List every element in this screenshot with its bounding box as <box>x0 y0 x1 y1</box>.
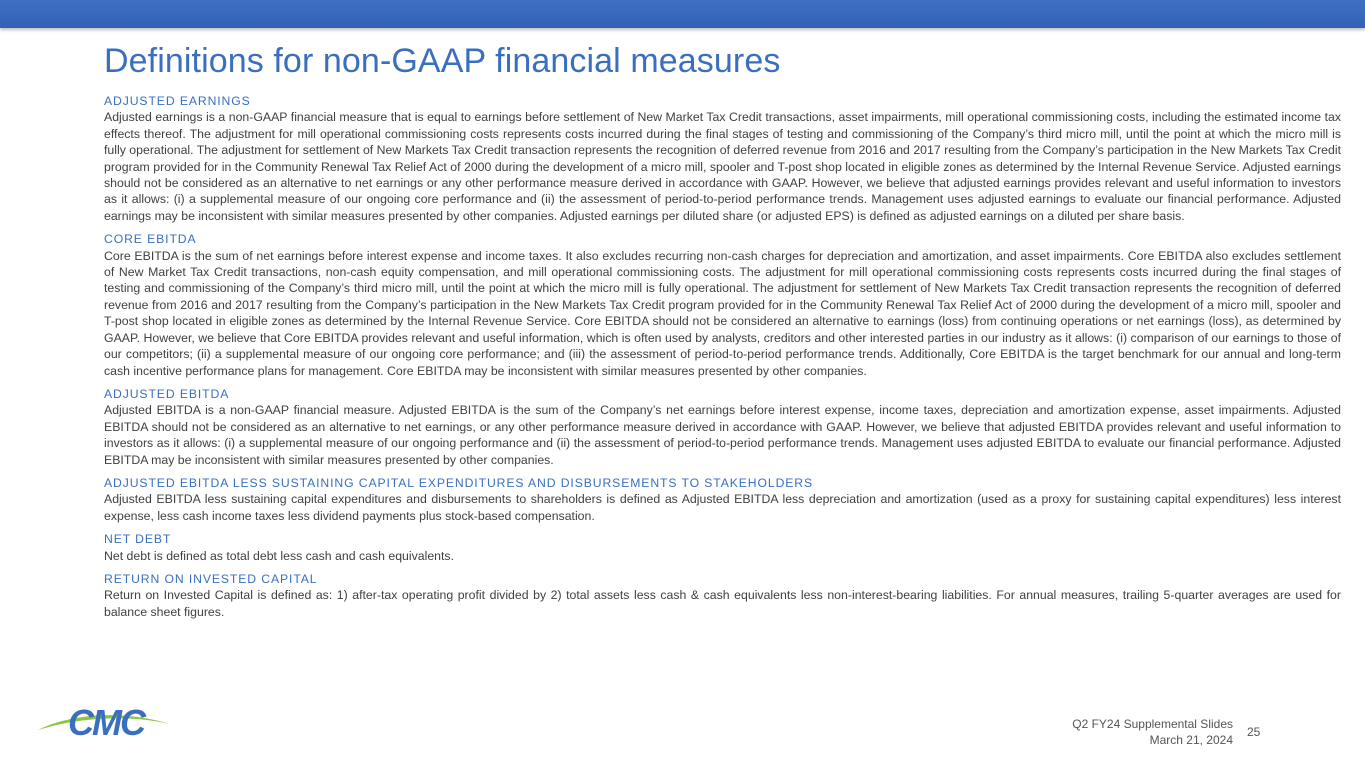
section-heading: NET DEBT <box>104 532 172 547</box>
section-heading: RETURN ON INVESTED CAPITAL <box>104 571 318 586</box>
section-body: Adjusted earnings is a non-GAAP financial measure that is equal to earnings before settlement of New Market Tax Credit transactions, asset impairments, mill operational commissioning costs, including the estimated income tax effects thereof. The adjustment for mill operational commissioning costs represents costs incurred during the final stages of testing and commissioning of the Company’s third micro mill, until the point at which the micro mill is fully operational. The adjustment for settlement of New Markets Tax Credit transaction represents the recognition of deferred revenue from 2016 and 2017 resulting from the Company’s participation in the New Markets Tax Credit program provided for in the Community Renewal Tax Relief Act of 2000 during the development of a micro mill, spooler and T-post shop located in eligible zones as determined by the Internal Revenue Service. Adjusted earnings should not be considered as an alternative to net earnings or any other performance measure derived in accordance with GAAP. However, we believe that adjusted earnings provides relevant and useful information to investors as it allows: (i) a supplemental measure of our ongoing core performance and (ii) the assessment of period-to-period performance trends. Management uses adjusted earnings to evaluate our financial performance. Adjusted earnings may be inconsistent with similar measures presented by other companies. Adjusted earnings per diluted share (or adjusted EPS) is defined as adjusted earnings on a diluted per share basis. <box>104 110 1341 223</box>
section-body: Adjusted EBITDA less sustaining capital expenditures and disbursements to shareholders is defined as Adjusted EBITDA less depreciation and amortization (used as a proxy for sustaining capital expenditures) less interest expense, less cash income taxes less dividend payments plus stock-based compensation. <box>104 492 1341 523</box>
footer-date: March 21, 2024 <box>1149 732 1233 747</box>
definitions-content <box>104 93 1341 627</box>
page-title: Definitions for non-GAAP financial measures <box>104 42 781 80</box>
section-core-ebitda <box>104 231 1341 379</box>
section-return-on-invested-capital <box>104 571 1341 620</box>
logo-text: CMC <box>68 702 144 740</box>
section-adjusted-earnings <box>104 93 1341 224</box>
footer-info <box>1072 717 1233 748</box>
section-body: Return on Invested Capital is defined as: 1) after-tax operating profit divided by 2) total assets less cash & cash equivalents less non-interest-bearing liabilities. For annual measures, trailing 5-quarter averages are used for balance sheet figures. <box>104 588 1341 619</box>
section-body: Adjusted EBITDA is a non-GAAP financial measure. Adjusted EBITDA is the sum of the Company’s net earnings before interest expense, income taxes, depreciation and amortization expense, asset impairments. Adjusted EBITDA should not be considered as an alternative to net earnings, or any other performance measure derived in accordance with GAAP. However, we believe that adjusted EBITDA provides relevant and useful information to investors as it allows: (i) a supplemental measure of our ongoing performance and (ii) the assessment of period-to-period performance trends. Management uses adjusted EBITDA to evaluate our financial performance. Adjusted EBITDA may be inconsistent with similar measures presented by other companies. <box>104 403 1341 467</box>
cmc-logo <box>36 700 172 740</box>
section-heading: ADJUSTED EARNINGS <box>104 94 251 108</box>
section-heading: ADJUSTED EBITDA <box>104 386 230 401</box>
section-adjusted-ebitda <box>104 386 1341 468</box>
section-body: Net debt is defined as total debt less cash and cash equivalents. <box>104 548 454 563</box>
section-adjusted-ebitda-less-capex <box>104 475 1341 524</box>
section-heading: CORE EBITDA <box>104 232 197 247</box>
section-net-debt <box>104 531 1341 564</box>
section-heading: ADJUSTED EBITDA LESS SUSTAINING CAPITAL EXPENDITURES AND DISBURSEMENTS TO STAKEHOLDERS <box>104 475 814 490</box>
section-body: Core EBITDA is the sum of net earnings before interest expense and income taxes. It also excludes recurring non-cash charges for depreciation and amortization, and asset impairments. Core EBITDA also excludes settlement of New Market Tax Credit transactions, non-cash equity compensation, and mill operational commissioning costs. The adjustment for mill operational commissioning costs represents costs incurred during the final stages of testing and commissioning of the Company’s third micro mill, until the point at which the micro mill is fully operational. The adjustment for settlement of New Markets Tax Credit transaction represents the recognition of deferred revenue from 2016 and 2017 resulting from the Company’s participation in the New Markets Tax Credit program provided for in the Community Renewal Tax Relief Act of 2000 during the development of a micro mill, spooler and T-post shop located in eligible zones as determined by the Internal Revenue Service. Core EBITDA should not be considered an alternative to earnings (loss) from continuing operations or net earnings (loss), as determined by GAAP. However, we believe that Core EBITDA provides relevant and useful information, which is often used by analysts, creditors and other interested parties in our industry as it allows: (i) comparison of our earnings to those of our competitors; (ii) a supplemental measure of our ongoing core performance; and (iii) the assessment of period-to-period performance trends. Additionally, Core EBITDA is the target benchmark for our annual and long-term cash incentive performance plans for management. Core EBITDA may be inconsistent with similar measures presented by other companies. <box>104 248 1341 378</box>
footer-deck-title: Q2 FY24 Supplemental Slides <box>1072 717 1233 731</box>
page-number: 25 <box>1247 725 1261 739</box>
top-banner-bar <box>0 0 1365 28</box>
